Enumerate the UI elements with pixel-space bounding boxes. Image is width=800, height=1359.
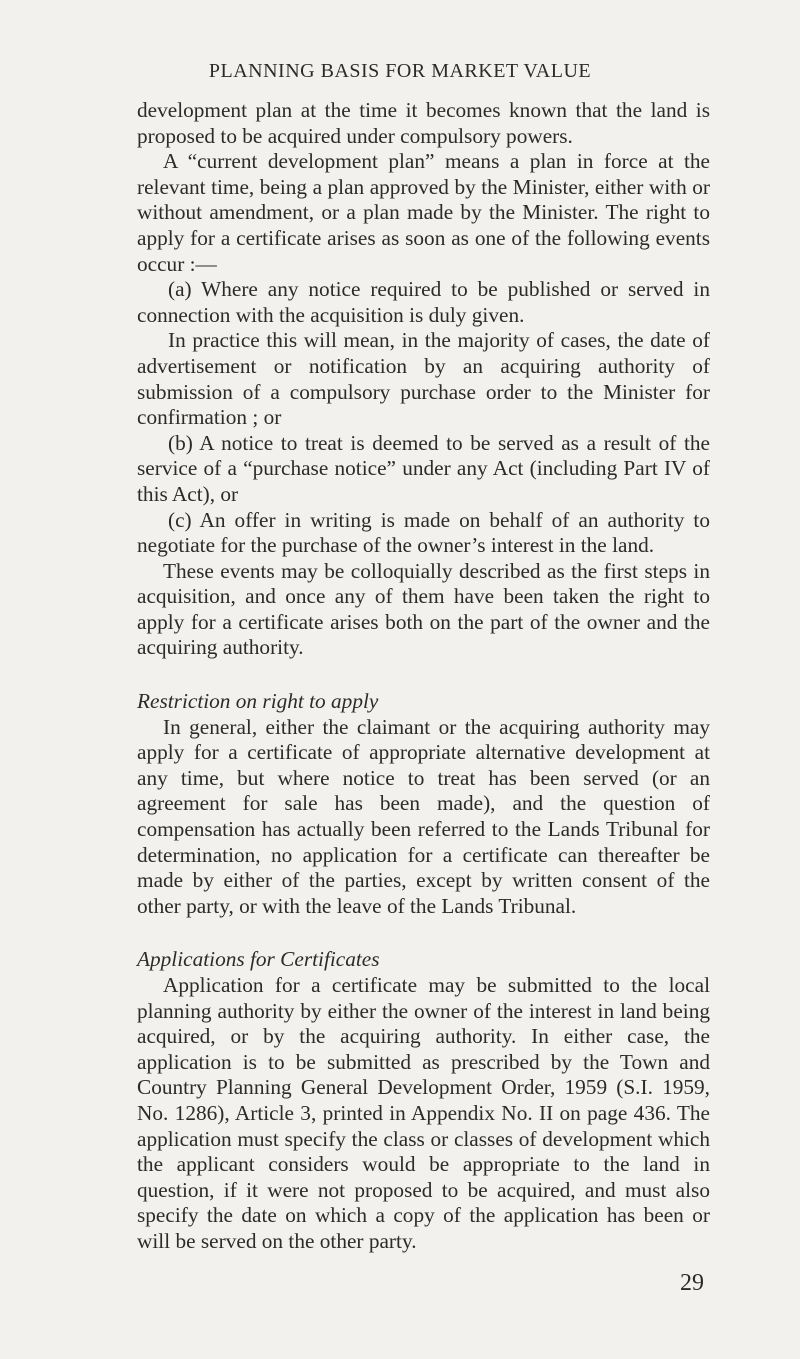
section-heading: Applications for Certificates [137,947,380,972]
paragraph: development plan at the time it becomes known that the land is proposed to be acquired under compulsory powers. [137,98,710,148]
paragraph: A “current development plan” means a plan in force at the relevant time, being a plan approved by the Minister, either with or without amendment, or a plan made by the Minister. The right to apply for a certificate arises as soon as one of the following events occur :— [137,149,710,276]
paragraph: Application for a certificate may be submitted to the local planning authority by either the owner of the interest in land being acquired, or by the acquiring authority. In either case, the application is to be submitted as prescribed by the Town and Country Planning General Development Order, 1959 (S.I. 1959, No. 1286), Article 3, printed in Appendix No. II on page 436. The application must specify the class or classes of development which the applicant considers would be appropriate to the land in question, if it were not proposed to be acquired, and must also specify the date on which a copy of the application has been or will be served on the other party. [137,973,710,1253]
paragraph: These events may be colloquially described as the first steps in acquisition, and once any of them have been taken the right to apply for a certificate arises both on the part of the owner and the acquiring authority. [137,558,710,660]
paragraph: In general, either the claimant or the acquiring authority may apply for a certificate of appropriate alternative development at any time, but where notice to treat has been served (or an agreement for sale has been made), and the question of compensation has actually been referred to the Lands Tribunal for determination, no application for a certificate can thereafter be made by either of the parties, except by written consent of the other party, or with the leave of the Lands Tribunal. [137,714,710,918]
list-item-b: (b) A notice to treat is deemed to be served as a result of the service of a “purchase notice” under any Act (including Part IV of this Act), or [137,430,710,506]
list-item-a-note: In practice this will mean, in the majority of cases, the date of advertisement or notification by an acquiring authority of submission of a compulsory purchase order to the Minister for confirmation ; or [137,328,710,430]
body-text [137,98,710,1255]
list-item-c: (c) An offer in writing is made on behalf of an authority to negotiate for the purchase of the owner’s interest in the land. [137,507,710,558]
page-number: 29 [680,1270,704,1296]
list-item-a: (a) Where any notice required to be published or served in connection with the acquisition is duly given. [137,277,710,327]
running-header: PLANNING BASIS FOR MARKET VALUE [208,60,592,82]
section-heading: Restriction on right to apply [137,689,379,714]
